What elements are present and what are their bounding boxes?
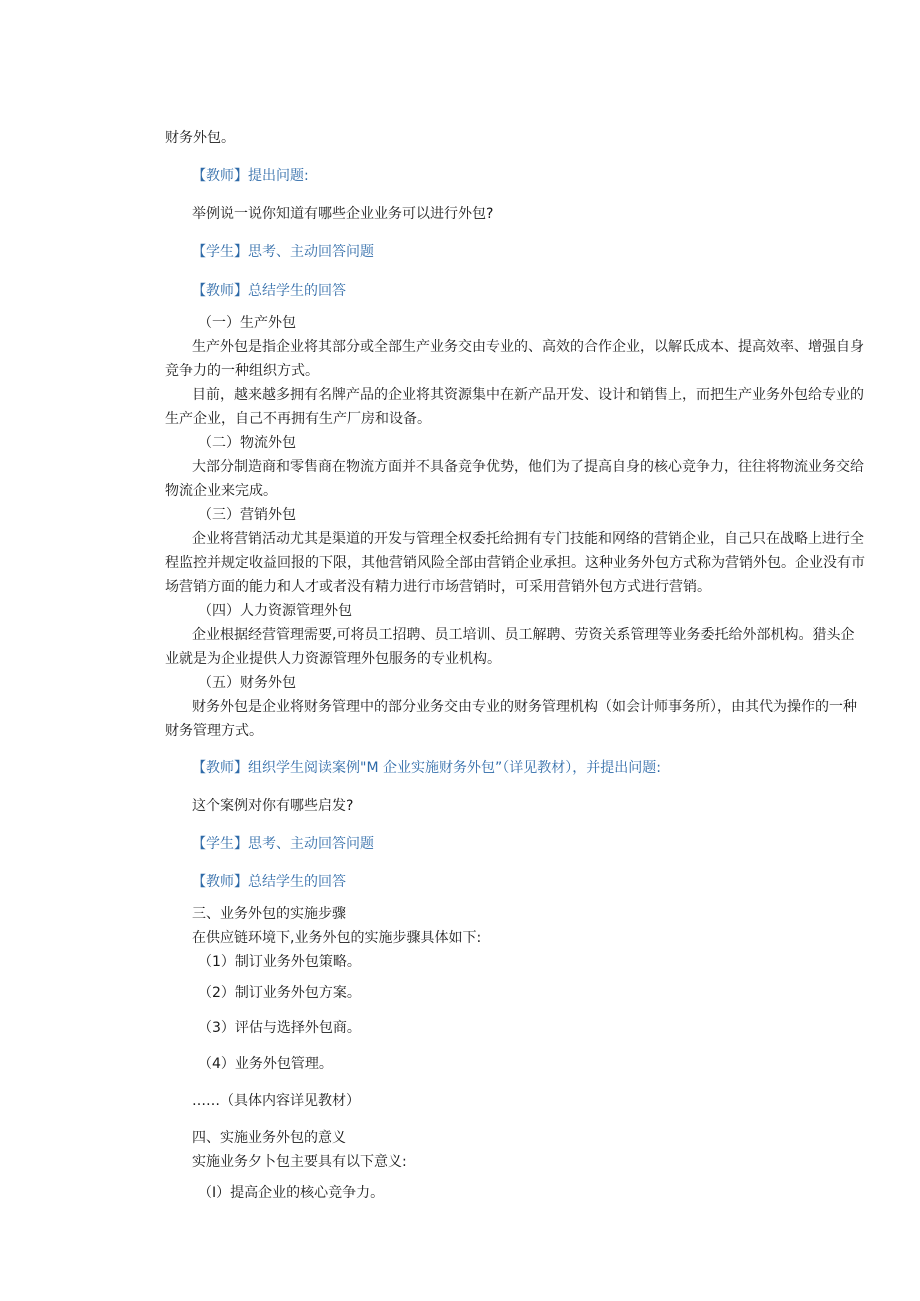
paragraph: 财务外包是企业将财务管理中的部分业务交由专业的财务管理机构（如会计师事务所），由其代为操作的一种财务管理方式。 <box>165 699 857 739</box>
teacher-summary: 【教师】总结学生的回答 <box>192 283 346 299</box>
student-response: 【学生】思考、主动回答问题 <box>192 836 374 852</box>
list-item: （3）评估与选择外包商。 <box>198 1020 361 1036</box>
text-line: 财务外包。 <box>165 130 235 146</box>
paragraph: 企业根据经营管理需要,可将员工招聘、员工培训、员工解聘、劳资关系管理等业务委托给外部机构。猎头企业就是为企业提供人力资源管理外包服务的专业机构。 <box>165 627 855 667</box>
question-text: 这个案例对你有哪些启发? <box>192 798 354 814</box>
section-heading: （四）人力资源管理外包 <box>198 603 352 619</box>
student-response: 【学生】思考、主动回答问题 <box>192 244 374 260</box>
paragraph: 生产外包是指企业将其部分或全部生产业务交由专业的、高效的合作企业，以解氐成本、提高效率、增强自身竞争力的一种组织方式。 <box>165 339 864 379</box>
list-item: （I）提高企业的核心竞争力。 <box>198 1185 385 1201</box>
teacher-prompt: 【教师】提出问题: <box>192 168 309 184</box>
paragraph: 目前，越来越多拥有名牌产品的企业将其资源集中在新产品开发、设计和销售上，而把生产业务外包给专业的生产企业，自己不再拥有生产厂房和设备。 <box>165 387 864 427</box>
section-heading: 四、实施业务外包的意义 <box>192 1130 346 1146</box>
text-line: 在供应链环境下,业务外包的实施步骤具体如下: <box>192 930 482 946</box>
text-line: ……（具体内容详见教材） <box>192 1093 360 1109</box>
list-item: （4）业务外包管理。 <box>198 1056 333 1072</box>
section-heading: （五）财务外包 <box>198 675 296 691</box>
teacher-summary: 【教师】总结学生的回答 <box>192 874 346 890</box>
paragraph: 大部分制造商和零售商在物流方面并不具备竞争优势，他们为了提高自身的核心竞争力，往往将物流业务交给物流企业来完成。 <box>165 459 864 499</box>
section-heading: （二）物流外包 <box>198 435 296 451</box>
paragraph: 企业将营销活动尤其是渠道的开发与管理全权委托给拥有专门技能和网络的营销企业，自己只在战略上进行全程监控并规定收益回报的下限，其他营销风险全部由营销企业承担。这种业务外包方式称为营销外包。企业没有市场营销方面的能力和人才或者没有精力进行市场营销时，可采用营销外包方式进行营销。 <box>165 531 865 595</box>
section-heading: （三）营销外包 <box>198 507 296 523</box>
section-heading: 三、业务外包的实施步骤 <box>192 906 346 922</box>
list-item: （1）制订业务外包策略。 <box>198 954 361 970</box>
text-line: 实施业务夕卜包主要具有以下意义: <box>192 1154 407 1170</box>
teacher-prompt: 【教师】组织学生阅读案例"M 企业实施财务外包”（详见教材），并提出问题: <box>192 760 661 776</box>
list-item: （2）制订业务外包方案。 <box>198 985 361 1001</box>
section-heading: （一）生产外包 <box>198 315 296 331</box>
question-text: 举例说一说你知道有哪些企业业务可以进行外包? <box>192 206 494 222</box>
